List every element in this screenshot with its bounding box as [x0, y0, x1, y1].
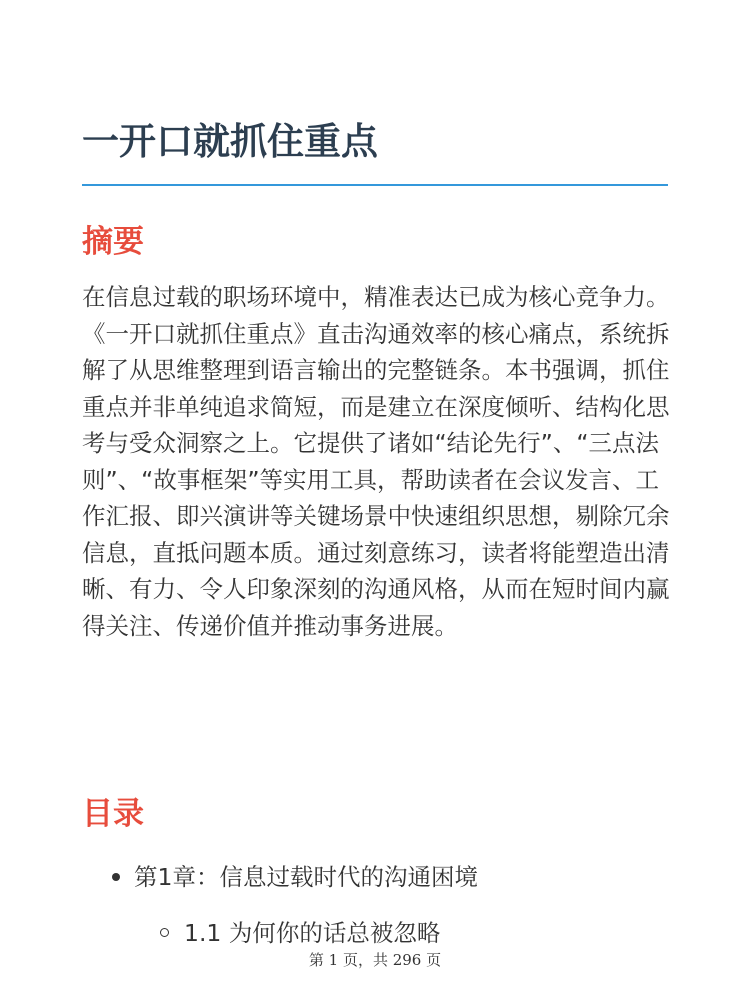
- toc-item-label: 第1章：信息过载时代的沟通困境: [134, 863, 478, 891]
- toc-item-chapter-1[interactable]: [112, 859, 478, 895]
- toc-item-label: 1.1 为何你的话总被忽略: [184, 919, 441, 947]
- bullet-circle-icon: [160, 928, 169, 937]
- bullet-disc-icon: [112, 873, 120, 881]
- toc-heading: 目录: [82, 796, 144, 832]
- page-title: 一开口就抓住重点: [82, 120, 378, 163]
- abstract-text: 在信息过载的职场环境中，精准表达已成为核心竞争力。《一开口就抓住重点》直击沟通效率的核心痛点，系统拆解了从思维整理到语言输出的完整链条。本书强调，抓住重点并非单纯追求简短，而是建立在深度倾听、结构化思考与受众洞察之上。它提供了诸如“结论先行”、“三点法则”、“故事框架”等实用工具，帮助读者在会议发言、工作汇报、即兴演讲等关键场景中快速组织思想，剔除冗余信息，直抵问题本质。通过刻意练习，读者将能塑造出清晰、有力、令人印象深刻的沟通风格，从而在短时间内赢得关注、传递价值并推动事务进展。: [82, 283, 670, 640]
- page-footer: 第 1 页，共 296 页: [308, 951, 442, 969]
- abstract-heading: 摘要: [82, 224, 144, 260]
- title-divider: [82, 184, 668, 186]
- toc-item-section-1-1[interactable]: [160, 915, 440, 951]
